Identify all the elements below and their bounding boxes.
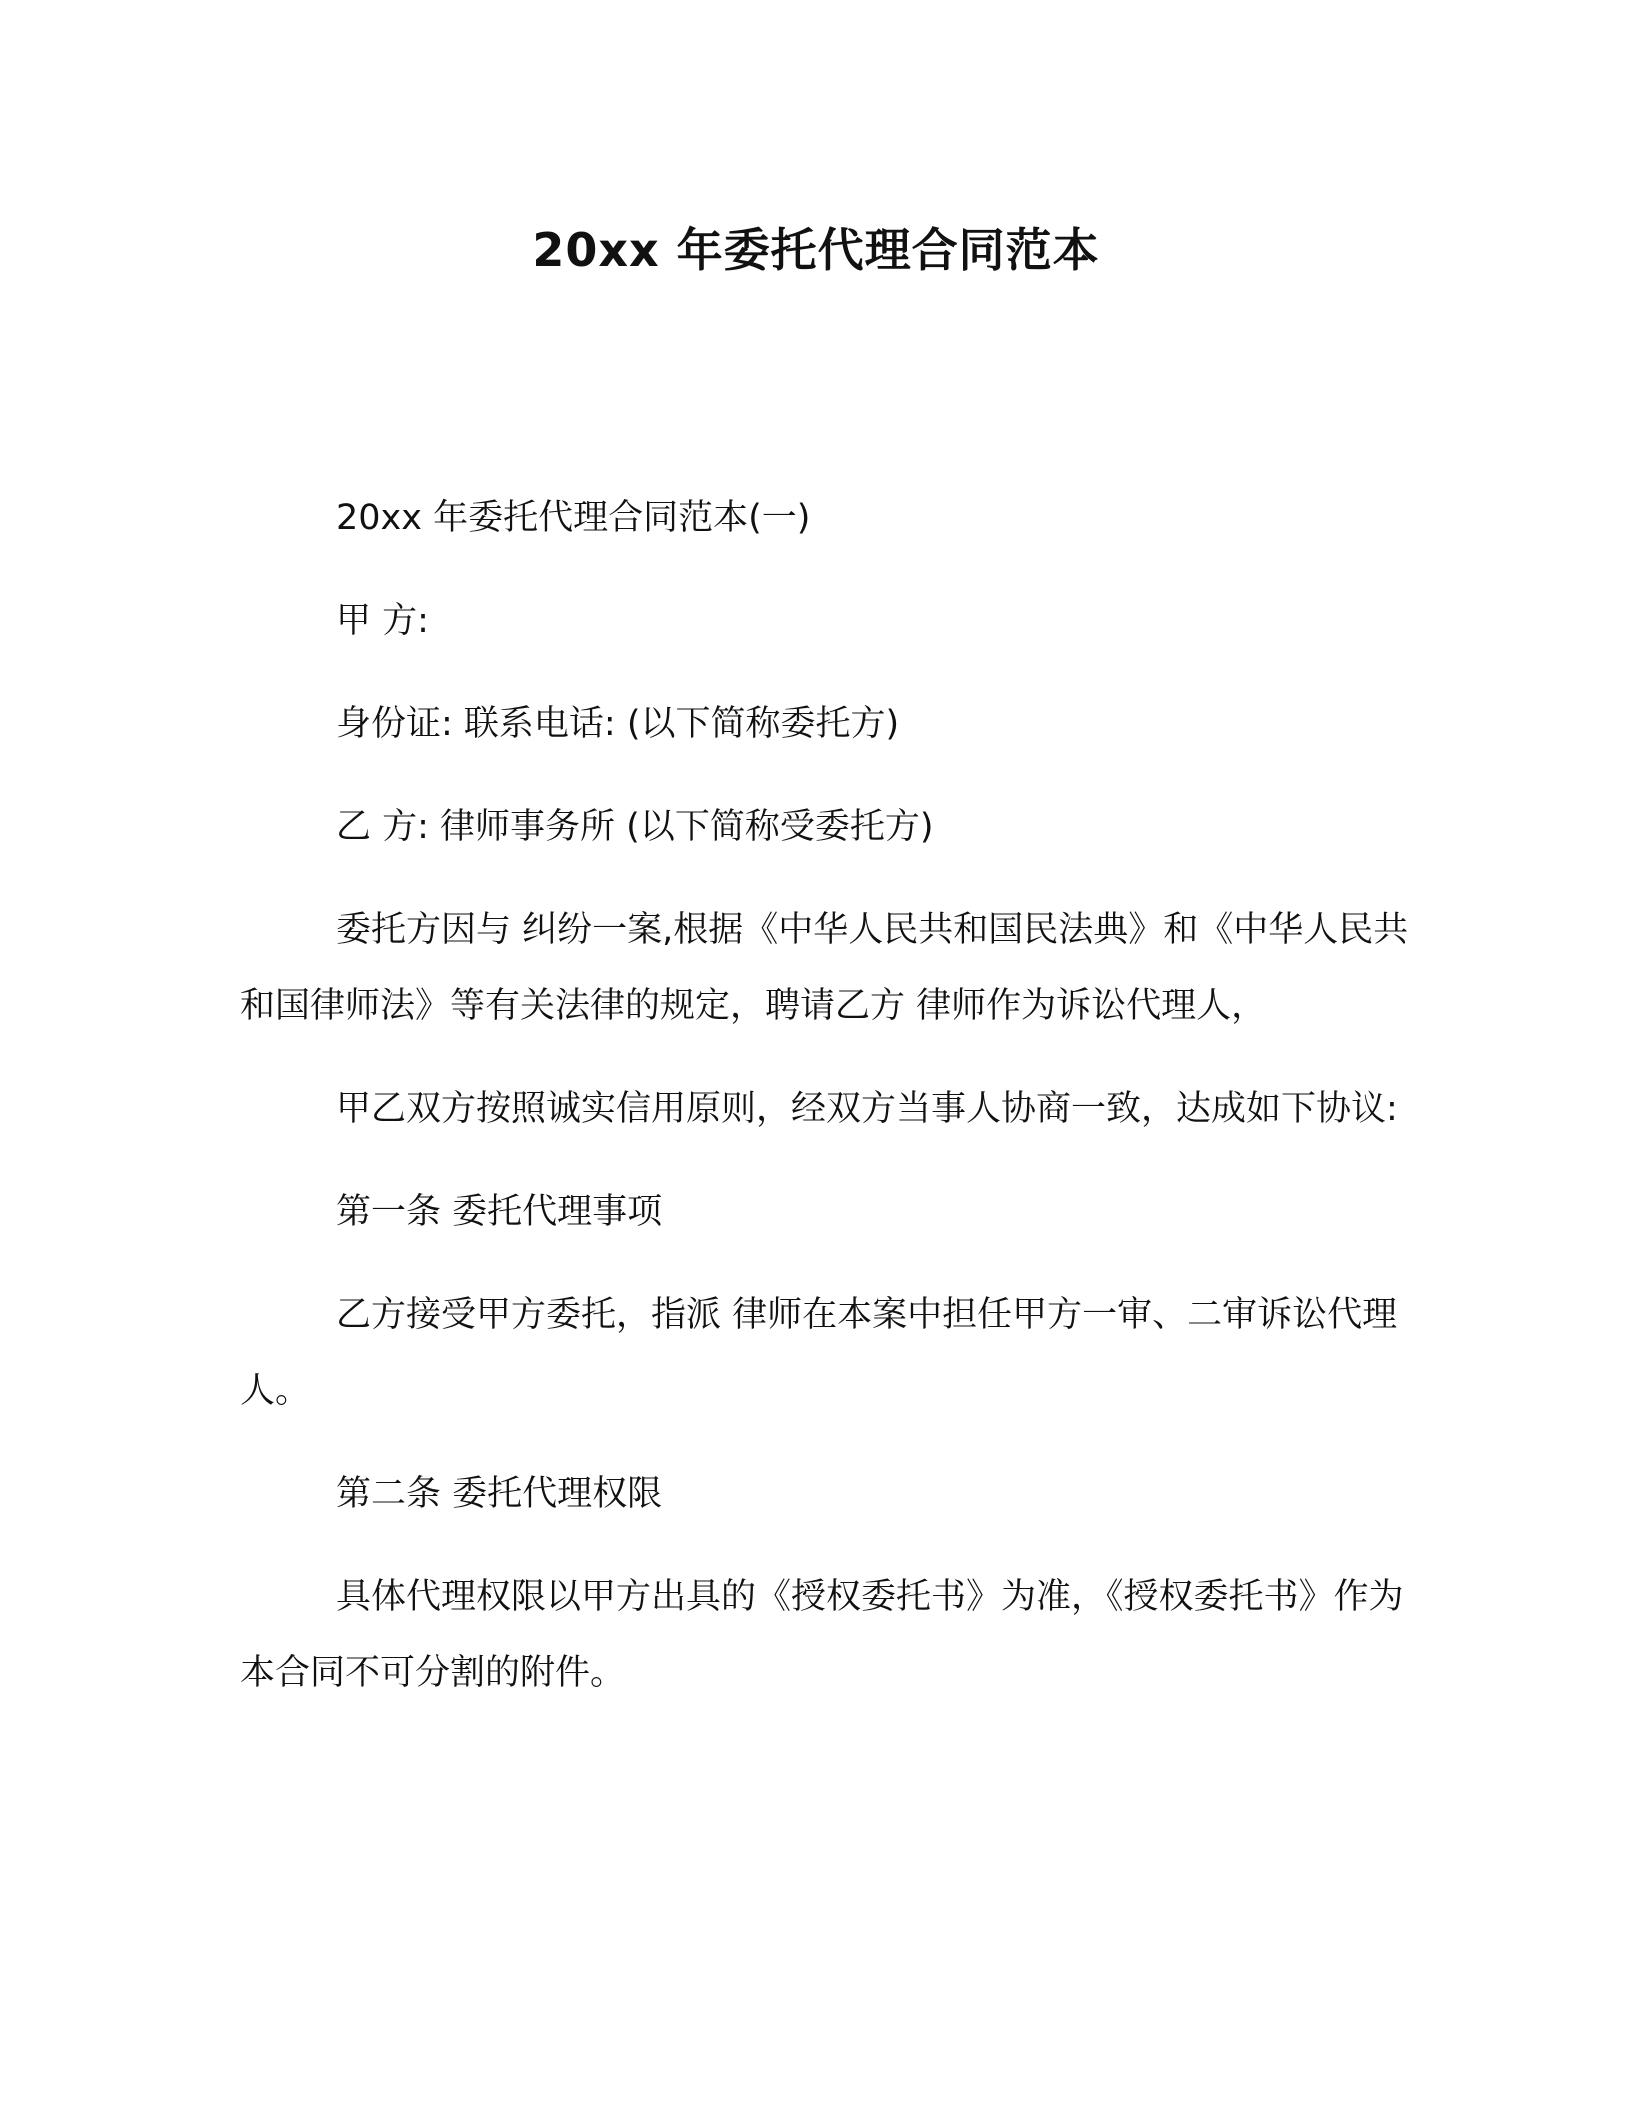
party-a-id-line: 身份证: 联系电话: (以下简称委托方) bbox=[336, 704, 900, 744]
contract-subtitle: 20xx 年委托代理合同范本(一) bbox=[336, 498, 811, 538]
party-a-line: 甲 方: bbox=[336, 601, 429, 641]
recital-paragraph: 委托方因与 纠纷一案,根据《中华人民共和国民法典》和《中华人民共和国律师法》等有关法律的规定，聘请乙方 律师作为诉讼代理人， bbox=[240, 910, 1409, 1026]
document-title: 20xx 年委托代理合同范本 bbox=[532, 223, 1100, 277]
agreement-paragraph: 甲乙双方按照诚实信用原则，经双方当事人协商一致，达成如下协议: bbox=[336, 1089, 1398, 1129]
article-2-body: 具体代理权限以甲方出具的《授权委托书》为准，《授权委托书》作为本合同不可分割的附件。 bbox=[240, 1577, 1404, 1693]
article-1-body: 乙方接受甲方委托，指派 律师在本案中担任甲方一审、二审诉讼代理人。 bbox=[240, 1295, 1398, 1411]
article-1-heading: 第一条 委托代理事项 bbox=[336, 1192, 663, 1232]
article-2-heading: 第二条 委托代理权限 bbox=[336, 1474, 663, 1514]
party-b-line: 乙 方: 律师事务所 (以下简称受委托方) bbox=[336, 807, 934, 847]
document-body bbox=[240, 480, 1410, 1711]
